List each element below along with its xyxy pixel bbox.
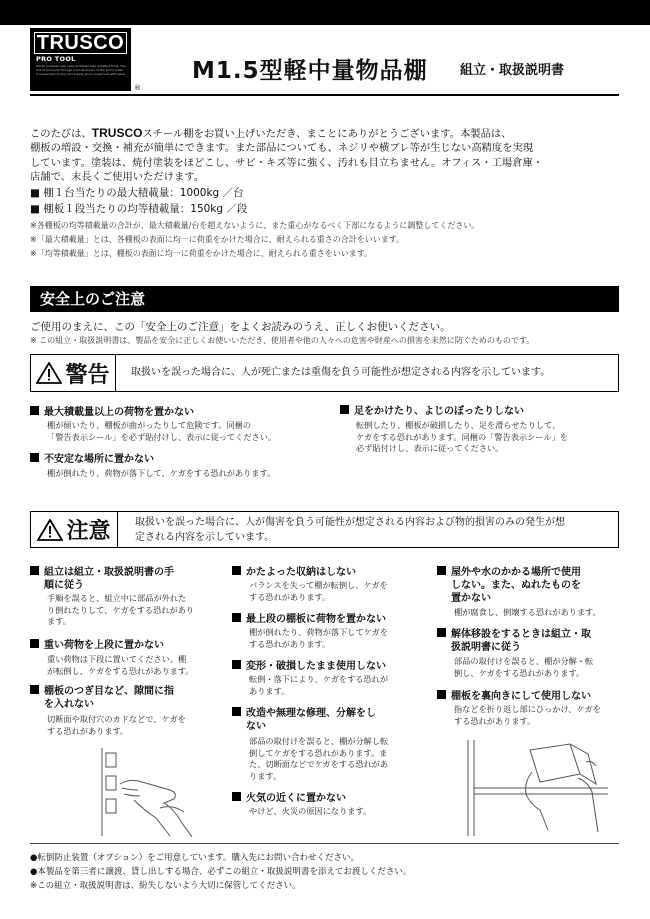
body-line: 棚が倒れたり、荷物が落下して、ケガをする恐れがあります。 — [47, 468, 276, 478]
warning-triangle-icon — [36, 362, 62, 384]
title-line: 重い荷物を上段に置かない — [44, 640, 164, 651]
intro-paragraph — [30, 126, 625, 184]
safety-heading-text: 安全上のご注意 — [40, 290, 146, 308]
warning-item-title — [340, 405, 524, 418]
title-line: 順に従う — [44, 580, 84, 591]
title-line: 変形・破損したまま使用しない — [246, 661, 386, 672]
warning-item-body — [47, 420, 276, 443]
intro-text-1: このたびは、 — [30, 128, 92, 140]
caution-item-title — [437, 566, 581, 605]
footer-line: ●転倒防止装置（オプション）をご用意しています。購入先にお問い合わせください。 — [30, 853, 359, 863]
logo-subtitle: PRO TOOL — [36, 55, 76, 63]
caution-item-title — [232, 566, 356, 579]
intro-text-2: スチール棚をお買い上げいただき、まことにありがとうございます。本製品は、 — [142, 128, 512, 140]
body-line: あります。 — [249, 685, 290, 696]
note-line: ※「最大積載量」とは、各棚板の表面に均一に荷重をかけた場合に、耐えられる重さの合計をいいます。 — [30, 235, 405, 244]
safety-lead-note: ※ この組立・取扱説明書は、製品を安全に正しくお使いいただき、使用者や他の人々への危害や財産への損害を未然に防ぐためのものです。 — [30, 336, 535, 345]
caution-item-body — [249, 806, 371, 818]
body-line: り倒れたりして、ケガをする恐れがあり — [47, 604, 195, 615]
caution-item-title — [437, 628, 591, 654]
intro-line-3: しています。塗装は、焼付塗装をほどこし、サビ・キズ等に強く、汚れも目立ちません。オフィス・工場倉庫・ — [30, 156, 544, 169]
body-line: が転倒し、ケガをする恐れがあります。 — [47, 665, 194, 676]
caution-text-line: 取扱いを誤った場合に、人が傷害を負う可能性が想定される内容および物的損害のみの発生が想 — [135, 517, 565, 528]
caution-item-body — [249, 674, 388, 697]
footer-line: ●本製品を第三者に譲渡、貸し出しする場合、必ずこの組立・取扱説明書を添えてお渡しください。 — [30, 867, 412, 877]
title-line: かたよった収納はしない — [246, 567, 356, 578]
body-line: ケガをする恐れがあります。同梱の「警告表示シール」を — [356, 431, 568, 442]
title-rule — [30, 94, 619, 96]
note-line: ※「均等積載量」とは、棚板の表面に均一に荷重をかけた場合に、耐えられる重さをいいます。 — [30, 249, 373, 258]
body-line: する恐れがあります。 — [249, 638, 331, 649]
title-line: 棚板のつぎ目など、隙間に指 — [44, 686, 174, 697]
body-line: 倒し、ケガをする恐れがあります。 — [454, 667, 585, 678]
caution-item-body — [454, 704, 601, 727]
note-line: ※各棚板の均等積載量の合計が、最大積載量/台を超えないように、また重心がなるべく下部になるように調整してください。 — [30, 221, 480, 230]
caution-tag-text: 注意 — [66, 519, 111, 544]
caution-box — [30, 511, 619, 548]
caution-item-title — [232, 792, 346, 805]
caution-triangle-icon — [37, 519, 63, 541]
title-line: 最上段の棚板に荷物を置かない — [246, 614, 386, 625]
title-line: 扱説明書に従う — [451, 642, 521, 653]
trusco-logo — [30, 28, 131, 91]
shelf-load-line: ■ 棚板１段当たりの均等積載量：150kg ／段 — [30, 203, 248, 215]
caution-item-title — [30, 566, 174, 592]
caution-item-body — [249, 736, 388, 782]
warning-item-title — [30, 406, 194, 419]
warning-item-body — [356, 420, 568, 455]
warning-box — [30, 354, 619, 392]
body-line: ます。 — [47, 616, 71, 626]
caution-item-body — [249, 580, 388, 603]
body-line: 部品の取付けを誤ると、棚が分解・転 — [454, 656, 594, 666]
caution-text-line: 定される内容を示しています。 — [135, 532, 275, 543]
intro-line-4: 店舗で、末長くご使用いただけます。 — [30, 170, 205, 183]
body-line: 必ず貼付けし、表示に従ってください。 — [356, 443, 504, 453]
top-black-band — [0, 0, 650, 25]
safety-heading — [30, 286, 619, 312]
warning-item-title-text: 足をかけたり、よじのぼったりしない — [354, 406, 524, 417]
title-line: 置かない — [451, 593, 491, 604]
caution-item-title — [30, 685, 174, 711]
caution-item-title — [232, 707, 376, 733]
title-line: 屋外や水のかかる場所で使用 — [451, 567, 581, 578]
title-line: 火気の近くに置かない — [246, 793, 346, 804]
body-line: 手順を誤ると、組立中に部品が外れた — [47, 593, 187, 603]
logo-brand: TRUSCO — [34, 32, 127, 54]
body-line: 部品の取付けを誤ると、棚が分解し転 — [249, 736, 389, 746]
body-line: する恐れがあります。 — [454, 715, 536, 726]
registered-mark: ® — [134, 84, 141, 92]
caution-item-title — [30, 639, 164, 652]
caution-item-body — [47, 654, 194, 677]
caution-item-body — [47, 593, 194, 628]
caution-tag — [31, 512, 118, 547]
warning-tag-text: 警告 — [65, 362, 110, 388]
body-line: た、切断面などでケガをする恐れがあ — [249, 759, 389, 769]
warning-description: 取扱いを誤った場合に、人が死亡または重傷を負う可能性が想定される内容を示しています。 — [131, 367, 551, 378]
title-line: しない。また、ぬれたものを — [451, 580, 581, 591]
title-line: を入れない — [44, 699, 94, 710]
intro-brand: TRUSCO — [91, 126, 143, 140]
body-line: やけど、火災の原因になります。 — [249, 806, 372, 816]
body-line: 棚が傾いたり、棚板が曲がったりして危険です。同梱の — [47, 420, 252, 430]
caution-description — [135, 515, 565, 545]
caution-item-title — [437, 690, 591, 703]
document-title: M1.5型軽中量物品棚 — [192, 58, 428, 84]
warning-item-body — [47, 468, 275, 480]
title-line: 棚板を裏向きにして使用しない — [451, 691, 591, 702]
safety-lead: ご使用のまえに、この「安全上のご注意」をよくお読みのうえ、正しくお使いください。 — [30, 321, 451, 333]
body-line: 棚が腐食し、倒壊する恐れがあります。 — [454, 607, 601, 617]
caution-item-body — [454, 656, 593, 679]
caution-item-title — [232, 613, 386, 626]
finger-in-gap-illustration — [100, 748, 210, 838]
body-line: 指などを折り返し部にひっかけ、ケガを — [454, 704, 601, 714]
warning-item-title-text: 不安定な場所に置かない — [44, 454, 154, 465]
intro-line-2: 棚板の増設・交換・補充が簡単にできます。また部品についても、ネジリや横ブレ等が生じない高精度を実現 — [30, 142, 534, 155]
title-line: 改造や無理な修理、分解をし — [246, 708, 376, 719]
title-line: 組立は組立・取扱説明書の手 — [44, 567, 174, 578]
body-line: する恐れがあります。 — [249, 591, 331, 602]
warning-item-title-text: 最大積載量以上の荷物を置かない — [44, 407, 194, 418]
footer-line: ※この組立・取扱説明書は、紛失しないよう大切に保管してください。 — [30, 881, 301, 891]
body-line: 重い荷物は下段に置いてください。棚 — [47, 654, 187, 664]
document-subtitle: 組立・取扱説明書 — [460, 63, 565, 78]
body-line: 棚が倒れたり、荷物が落下してケガを — [249, 627, 389, 637]
max-load-line: ■ 棚１台当たりの最大積載量：1000kg ／台 — [30, 187, 244, 199]
title-line: ない — [246, 721, 266, 732]
body-line: する恐れがあります。 — [47, 725, 129, 736]
body-line: 「警告表示シール」を必ず貼付けし、表示に従ってください。 — [47, 431, 277, 442]
warning-item-title — [30, 453, 154, 466]
body-line: 倒してケガをする恐れがあります。ま — [249, 747, 388, 758]
caution-item-title — [232, 660, 386, 673]
caution-item-body — [47, 714, 186, 737]
caution-item-body — [249, 627, 388, 650]
footer-rule — [30, 843, 619, 844]
caution-item-body — [454, 607, 601, 619]
body-line: バランスを失って棚が転倒し、ケガを — [249, 580, 388, 590]
body-line: 切断面や取付穴のカドなどで、ケガを — [47, 714, 186, 724]
title-line: 解体移設をするときは組立・取 — [451, 629, 591, 640]
body-line: 転倒したり、棚板が破損したり、足を滑らせたりして、 — [356, 420, 561, 430]
body-line: 転倒・落下により、ケガをする恐れが — [249, 674, 389, 684]
warning-tag — [31, 355, 116, 391]
body-line: ります。 — [249, 770, 282, 781]
logo-fine-print: Whilst professionals need professionally qualified tools. The line of products through manufacturers of the world make it convenient to buy and supply good equipment with ease. — [36, 64, 126, 76]
upside-down-shelf-illustration — [460, 738, 610, 838]
